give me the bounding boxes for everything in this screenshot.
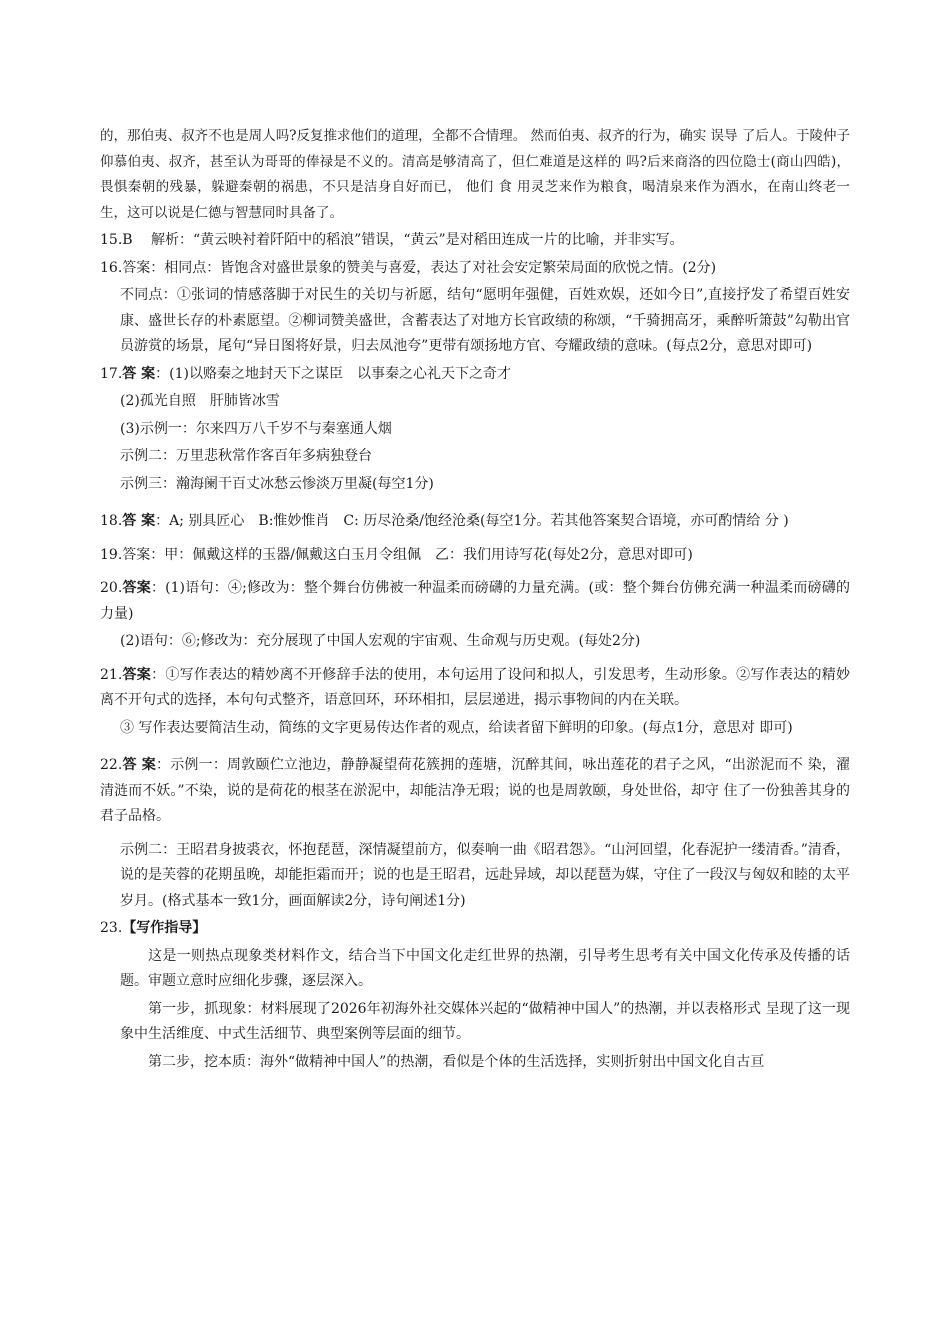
q18-number: 18. bbox=[100, 513, 123, 529]
q21-label: 答案 bbox=[122, 666, 152, 683]
q20-number: 20. bbox=[100, 580, 123, 596]
q21-answer bbox=[100, 663, 850, 714]
q18-text: ：A; 别具匠心 B:惟妙惟肖 C: 历尽沧桑/饱经沧桑(每空1分。若其他答案契合语境，亦可酌情给 分 ) bbox=[155, 513, 789, 529]
q17-item-1: ：(1)以赂秦之地封天下之谋臣 以事秦之心礼天下之奇才 bbox=[155, 365, 511, 382]
q17-label: 答 案 bbox=[122, 365, 156, 382]
q17-item-3: (3)示例一：尔来四万八千岁不与秦塞通人烟 bbox=[120, 420, 392, 437]
q23-para-3: 第二步，挖本质：海外“做精神中国人”的热潮，看似是个体的生活选择，实则折射出中国文化自古亘 bbox=[148, 1053, 765, 1070]
q20-item-2: (2)语句：⑥;修改为：充分展现了中国人宏观的宇宙观、生命观与历史观。(每处2分) bbox=[120, 633, 641, 649]
q17-answer bbox=[100, 362, 850, 388]
q23-label: 【写作指导】 bbox=[122, 920, 207, 936]
q16-diff-points: 不同点：①张词的情感落脚于对民生的关切与祈愿，结句“愿明年强健，百姓欢娱，还如今日”,直接抒发了希望百姓安康、盛世长存的朴素愿望。②柳词赞美盛世，含蓄表达了对地方长官政绩的称颂，“千骑拥高牙，乘醉听箫鼓”勾勒出官员游赏的场景，尾句“异日图将好景，归去凤池夸”更带有颂扬地方官、夸耀政绩的意味。(每点2分，意思对即可) bbox=[120, 287, 850, 354]
q22-answer bbox=[100, 753, 850, 830]
q23-number: 23. bbox=[100, 920, 123, 936]
q15-answer: 15.B 解析：“黄云映衬着阡陌中的稻浪”错误，“黄云”是对稻田连成一片的比喻，并非实写。 bbox=[100, 232, 684, 248]
q17-item-2: (2)孤光自照 肝肺皆冰雪 bbox=[120, 393, 280, 409]
q23-para-1: 这是一则热点现象类材料作文，结合当下中国文化走红世界的热潮，引导考生思考有关中国文化传承及传播的话题。审题立意时应细化步骤，逐层深入。 bbox=[120, 947, 850, 989]
answer-page bbox=[100, 124, 850, 1075]
q22-label: 答 案 bbox=[122, 757, 156, 773]
q22-example-2: 示例二：王昭君身披裘衣，怀抱琵琶，深情凝望前方，似奏响一曲《昭君怨》。“山河回望，化春泥护一缕清香。”清香，说的是芙蓉的花期虽晚，却能拒霜而开；说的也是王昭君，远赴异域，却以琵琶为媒，守住了一段汉与匈奴和睦的太平岁月。(格式基本一致1分，画面解读2分，诗句阐述1分) bbox=[120, 841, 850, 909]
q17-number: 17. bbox=[100, 365, 123, 382]
q16-same-points: 答案：相同点：皆饱含对盛世景象的赞美与喜爱，表达了对社会安定繁荣局面的欣悦之情。(2分) bbox=[122, 259, 717, 276]
q19-answer: 19.答案：甲：佩戴这样的玉器/佩戴这白玉月令组佩 乙：我们用诗写花(每处2分，意思对即可) bbox=[100, 546, 693, 563]
q20-label: 答案 bbox=[122, 580, 151, 596]
q22-example-1: ：示例一：周敦颐伫立池边，静静凝望荷花簇拥的莲塘，沉醉其间，咏出莲花的君子之风，“出淤泥而不 染，濯清涟而不妖。”不染，说的是荷花的根茎在淤泥中，却能洁净无瑕；说的也是周敦颐，身处世俗，却守 住了一份独善其身的君子品格。 bbox=[100, 757, 851, 824]
q18-label: 答 案 bbox=[122, 513, 156, 529]
q23-para-2: 第一步，抓现象：材料展现了2026年初海外社交媒体兴起的“做精神中国人”的热潮，并以表格形式 呈现了这一现象中生活维度、中式生活细节、典型案例等层面的细节。 bbox=[120, 1000, 850, 1042]
q23-heading bbox=[100, 916, 850, 942]
q16-number: 16. bbox=[100, 259, 123, 276]
q16-answer bbox=[100, 256, 850, 282]
q17-item-4: 示例二：万里悲秋常作客百年多病独登台 bbox=[120, 448, 372, 464]
q20-item-1: ：(1)语句：④;修改为：整个舞台仿佛被一种温柔而磅礴的力量充满。(或：整个舞台仿佛充满一种温柔而磅礴的力量) bbox=[100, 580, 851, 622]
q17-item-5: 示例三：瀚海阑干百丈冰愁云惨淡万里凝(每空1分) bbox=[120, 475, 434, 492]
q21-item-1: ：①写作表达的精妙离不开修辞手法的使用，本句运用了设问和拟人，引发思考，生动形象。②写作表达的精妙离不开句式的选择，本句句式整齐，语意回环，环环相扣，层层递进，揭示事物间的内在关联。 bbox=[100, 666, 851, 708]
q22-number: 22. bbox=[100, 757, 123, 773]
q20-answer bbox=[100, 576, 850, 627]
q14-translation-end: 的，那伯夷、叔齐不也是周人吗?反复推求他们的道理，全都不合情理。 然而伯夷、叔齐的行为，确实 误导 了后人。于陵仲子仰慕伯夷、叔齐，甚至认为哥哥的俸禄是不义的。清高是够清高了，但仁难道是这样的 吗?后来商洛的四位隐士(商山四皓)，畏惧秦朝的残暴，躲避秦朝的祸患，不只是洁身自好而已， 他们 食 用灵芝来作为粮食，喝清泉来作为酒水，在南山终老一生，这可以说是仁德与智慧同时具备了。 bbox=[100, 128, 850, 221]
q18-answer bbox=[100, 509, 850, 535]
q21-item-2: ③ 写作表达要简洁生动，简练的文字更易传达作者的观点，给读者留下鲜明的印象。(每点1分，意思对 即可) bbox=[120, 719, 793, 736]
q21-number: 21. bbox=[100, 666, 123, 683]
